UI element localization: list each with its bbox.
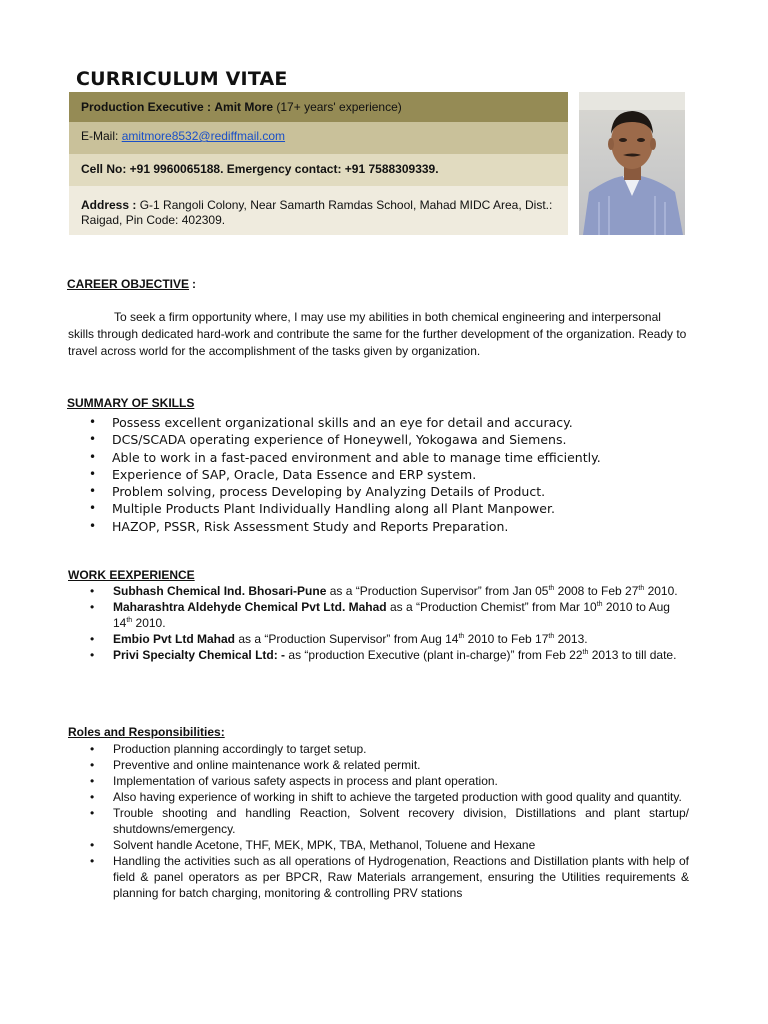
list-item: • Implementation of various safety aspects in process and plant operation. <box>90 774 498 788</box>
phone-line: Cell No: +91 9960065188. Emergency contact: +91 7588309339. <box>81 162 439 176</box>
list-item: • Able to work in a fast-paced environment and able to manage time efficiently. <box>89 449 601 465</box>
position-label: Production Executive : <box>81 100 212 114</box>
header-email-row <box>69 122 568 154</box>
list-item: • Embio Pvt Ltd Mahad as a “Production Supervisor” from Aug 14th 2010 to Feb 17th 2013. <box>90 632 588 646</box>
list-item: • Experience of SAP, Oracle, Data Essence and ERP system. <box>89 466 477 482</box>
list-item: • Privi Specialty Chemical Ltd: - as “production Executive (plant in-charge)” from Feb 22th 2013 to till date. <box>90 648 677 662</box>
list-item: • Problem solving, process Developing by Analyzing Details of Product. <box>89 484 546 500</box>
career-objective-text: To seek a firm opportunity where, I may use my abilities in both chemical engineering and interpersonal skills through dedicated hard-work and contribute the same for the further development of the organization. Ready to travel across world for the accomplishment of the tasks given by organization. <box>68 310 687 358</box>
work-experience-heading: WORK EEXPERIENCE <box>68 568 195 582</box>
list-item: • HAZOP, PSSR, Risk Assessment Study and Reports Preparation. <box>89 518 509 534</box>
list-item: • Production planning accordingly to target setup. <box>90 742 367 756</box>
list-item: • Possess excellent organizational skills and an eye for detail and accuracy. <box>89 415 573 430</box>
work-list <box>90 583 683 663</box>
roles-list <box>90 741 689 901</box>
roles-heading: Roles and Responsibilities: <box>68 725 225 739</box>
email-link[interactable]: amitmore8532@rediffmail.com <box>121 129 286 143</box>
email-label: E-Mail: <box>81 129 119 143</box>
list-item: • Also having experience of working in shift to achieve the targeted production with good quality and quantity. <box>90 790 682 804</box>
list-item: • Maharashtra Aldehyde Chemical Pvt Ltd. Mahad as a “Production Chemist” from Mar 10th 2010 to Aug 14th 2010. <box>90 600 670 630</box>
list-item: • Handling the activities such as all operations of Hydrogenation, Reactions and Distillation plants with help of field & panel operators as per BPCR, Raw Materials arrangement, ensuring the Utilities requirements & planning for batch charging, monitoring & controlling PRV stations <box>90 854 689 900</box>
document-title: CURRICULUM VITAE <box>76 68 288 90</box>
list-item: • Trouble shooting and handling Reaction, Solvent recovery division, Distillations and plant startup/ shutdowns/emergency. <box>90 806 689 836</box>
experience-years: (17+ years' experience) <box>276 100 402 114</box>
header-address-row <box>69 186 568 235</box>
skills-list <box>89 414 712 535</box>
profile-photo <box>579 92 685 235</box>
address-label: Address : <box>81 198 137 212</box>
list-item: • Multiple Products Plant Individually Handling along all Plant Manpower. <box>89 501 555 517</box>
list-item: • Solvent handle Acetone, THF, MEK, MPK, TBA, Methanol, Toluene and Hexane <box>90 838 536 852</box>
list-item: • Subhash Chemical Ind. Bhosari-Pune as a “Production Supervisor” from Jan 05th 2008 to Feb 27th 2010. <box>90 584 678 598</box>
candidate-name: Amit More <box>214 100 274 114</box>
career-objective-heading: CAREER OBJECTIVE <box>67 277 190 291</box>
address-text: G-1 Rangoli Colony, Near Samarth Ramdas School, Mahad MIDC Area, Dist.: Raigad, Pin Code: 402309. <box>81 198 553 227</box>
career-objective-colon: : <box>192 277 196 291</box>
skills-heading: SUMMARY OF SKILLS <box>67 396 195 410</box>
header-phone-row <box>69 154 568 186</box>
list-item: • DCS/SCADA operating experience of Honeywell, Yokogawa and Siemens. <box>89 432 567 448</box>
list-item: • Preventive and online maintenance work & related permit. <box>90 758 421 772</box>
header-position-row <box>69 92 568 122</box>
